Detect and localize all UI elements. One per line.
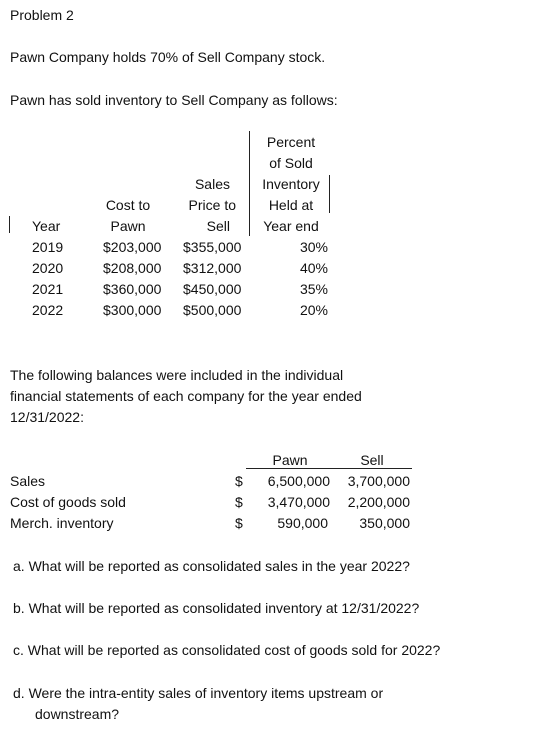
intro-sales: Pawn has sold inventory to Sell Company as follows: xyxy=(10,92,338,108)
header-divider xyxy=(249,131,250,236)
question-a: a. What will be reported as consolidated sales in the year 2022? xyxy=(13,558,410,574)
cell-cost: $360,000 xyxy=(103,281,162,297)
balances-intro-line2: financial statements of each company for the year ended xyxy=(10,388,362,404)
cell-cost: $208,000 xyxy=(103,260,162,276)
header-pawn: Pawn xyxy=(272,452,308,468)
intro-ownership: Pawn Company holds 70% of Sell Company stock. xyxy=(10,49,326,65)
dollar-sign: $ xyxy=(235,515,243,531)
header-percent-line4: Held at xyxy=(268,197,314,213)
header-right-border xyxy=(329,175,330,213)
header-cost-line1: Cost to xyxy=(105,197,151,213)
cell-sell: 350,000 xyxy=(359,515,410,531)
cell-percent: 35% xyxy=(299,281,328,297)
cell-sell: 2,200,000 xyxy=(347,494,410,510)
cell-year: 2019 xyxy=(32,239,64,255)
cell-year: 2022 xyxy=(32,302,64,318)
cell-percent: 40% xyxy=(299,260,328,276)
header-year: Year xyxy=(32,218,61,234)
header-percent-line3: Inventory xyxy=(262,176,320,192)
balances-intro-line3: 12/31/2022: xyxy=(10,409,84,425)
cell-price: $355,000 xyxy=(183,239,242,255)
problem-title: Problem 2 xyxy=(10,7,74,23)
header-price-line1: Sales xyxy=(194,176,230,192)
row-label: Merch. inventory xyxy=(10,515,114,531)
row-label: Cost of goods sold xyxy=(10,494,126,510)
header-underline xyxy=(246,468,412,469)
cell-pawn: 590,000 xyxy=(277,515,328,531)
question-d: d. Were the intra-entity sales of inventory items upstream or downstream? xyxy=(13,685,384,722)
question-b: b. What will be reported as consolidated inventory at 12/31/2022? xyxy=(13,600,420,616)
cell-pawn: 3,470,000 xyxy=(267,494,330,510)
cell-year: 2021 xyxy=(32,281,64,297)
cell-cost: $203,000 xyxy=(103,239,162,255)
header-cost-line2: Pawn xyxy=(110,218,146,234)
cell-year: 2020 xyxy=(32,260,64,276)
dollar-sign: $ xyxy=(235,494,243,510)
cell-sell: 3,700,000 xyxy=(347,473,410,489)
header-price-line2: Price to xyxy=(188,197,236,213)
question-c: c. What will be reported as consolidated cost of goods sold for 2022? xyxy=(13,642,441,658)
header-percent-line2: of Sold xyxy=(269,155,313,171)
cell-price: $312,000 xyxy=(183,260,242,276)
cell-percent: 20% xyxy=(299,302,328,318)
row-label: Sales xyxy=(10,473,46,489)
header-sell: Sell xyxy=(360,452,384,468)
cell-price: $450,000 xyxy=(183,281,242,297)
header-percent-line1: Percent xyxy=(266,134,316,150)
header-price-line3: Sell xyxy=(206,218,230,234)
cell-pawn: 6,500,000 xyxy=(267,473,330,489)
dollar-sign: $ xyxy=(235,473,243,489)
cell-percent: 30% xyxy=(299,239,328,255)
balances-intro-line1: The following balances were included in the individual xyxy=(10,367,344,383)
header-left-border xyxy=(9,216,10,233)
header-percent-line5: Year end xyxy=(263,218,319,234)
cell-cost: $300,000 xyxy=(103,302,162,318)
cell-price: $500,000 xyxy=(183,302,242,318)
